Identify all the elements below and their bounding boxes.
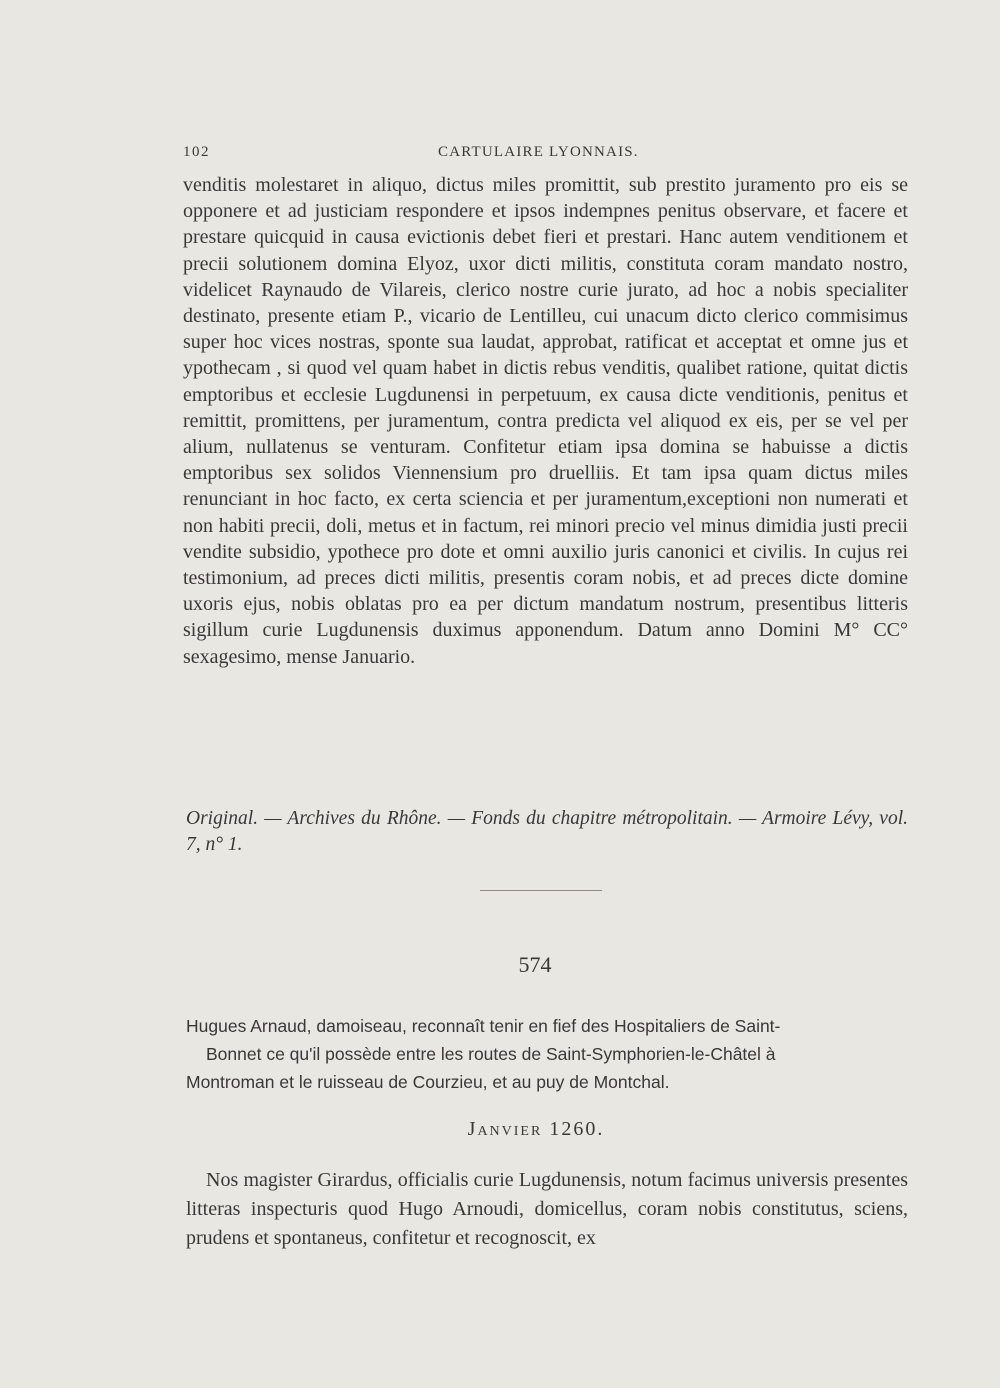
section-divider [480,890,602,891]
charter-date [0,1118,1000,1141]
body-text: venditis molestaret in aliquo, dictus miles promittit, sub prestito juramento pro eis se opponere et ad justiciam respondere et ipsos indempnes penitus observare, et facere et prestare quicquid in causa evictionis debet fieri et prestari. Hanc autem venditionem et precii solutionem domina Elyoz, uxor dicti militis, constituta coram mandato nostro, videlicet Raynaudo de Vilareis, clerico nostre curie jurato, ad hoc a nobis specialiter destinato, presente etiam P., vicario de Lentilleu, cui unacum dicto clerico commisimus super hoc vices nostras, sponte sua laudat, approbat, ratificat et acceptat et omne jus et ypothecam , si quod vel quam habet in dictis rebus venditis, qualibet ratione, quitat dictis emptoribus et ecclesie Lugdunensi in perpetuum, ex causa dicte venditionis, penitus et remittit, promittens, per juramentum, contra predicta vel aliquod ex eis, per se vel per alium, nullatenus se venturam. Confitetur etiam ipsa domina se habuisse a dictis emptoribus sex solidos Viennensium pro druelliis. Et tam ipsa quam dictus miles renunciant in hoc facto, ex certa sciencia et per juramentum,exceptioni non numerati et non habiti precii, doli, metus et in factum, rei minori precio vel minus dimidia justi precii vendite subsidio, ypothece pro dote et omni auxilio juris canonici et civilis. In cujus rei testimonium, ad preces dicti militis, presentis coram nobis, et ad preces dicte domine uxoris ejus, nobis oblatas pro ea per dictum mandatum nostrum, presentibus litteris sigillum curie Lugdunensis duximus apponendum. Datum anno Domini M° CC° sexagesimo, mense Januario. [183,174,908,668]
summary-line: Hugues Arnaud, damoiseau, reconnaît tenir en fief des Hospitaliers de Saint- [186,1016,781,1036]
summary-line: Bonnet ce qu'il possède entre les routes de Saint-Symphorien-le-Châtel à [206,1044,776,1064]
date-year: 1260. [549,1118,605,1140]
summary-line: Montroman et le ruisseau de Courzieu, et au puy de Montchal. [186,1072,670,1092]
running-title: CARTULAIRE LYONNAIS. [438,144,639,160]
date-month: Janvier [467,1118,543,1140]
charter-text: Nos magister Girardus, officialis curie Lugdunensis, notum facimus universis presentes litteras inspecturis quod Hugo Arnoudi, domicellus, coram nobis constitutus, sciens, prudens et spontaneus, confitetur et recognoscit, ex [186,1169,908,1249]
charter-number: 574 [518,952,552,977]
page-number: 102 [183,144,210,160]
running-head [183,144,908,166]
source-note: Original. — Archives du Rhône. — Fonds du chapitre métropolitain. — Armoire Lévy, vol. 7, n° 1. [186,808,908,855]
charter-summary [186,1012,908,1096]
